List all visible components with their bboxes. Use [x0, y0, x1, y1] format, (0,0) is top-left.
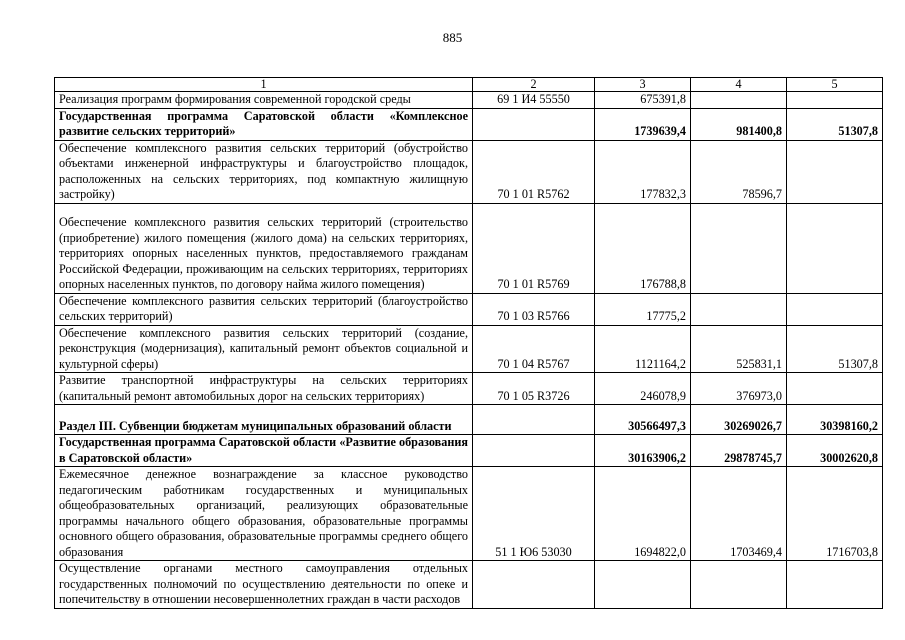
cell-amount-col5 [787, 561, 883, 609]
cell-code: 70 1 01 R5769 [473, 203, 595, 293]
cell-name: Обеспечение комплексного развития сельских территорий (обустройство объектами инженерной инфраструктуры и благоустройство площадок, расположенных на сельских территориях, под компактную жилищную застройку) [55, 140, 473, 203]
cell-amount-col5 [787, 373, 883, 405]
table-row [55, 140, 883, 203]
cell-code [473, 405, 595, 435]
cell-name: Обеспечение комплексного развития сельских территорий (строительство (приобретение) жилого помещения (жилого дома) на сельских территориях, территориях опорных населенных пунктов, предоставляемого гражданам Российской Федерации, проживающим на сельских территориях, территориях опорных населенных пунктов, по договору найма жилого помещения) [55, 203, 473, 293]
column-header-5: 5 [787, 78, 883, 92]
column-header-4: 4 [691, 78, 787, 92]
cell-amount-col3: 246078,9 [595, 373, 691, 405]
table-row [55, 108, 883, 140]
cell-amount-col4 [691, 561, 787, 609]
cell-name: Ежемесячное денежное вознаграждение за классное руководство педагогическим работникам государственных и муниципальных общеобразовательных организаций, реализующих образовательные программы начального общего образования, образовательные программы основного общего образования, образовательные программы среднего общего образования [55, 467, 473, 561]
cell-code [473, 108, 595, 140]
cell-code: 70 1 03 R5766 [473, 293, 595, 325]
cell-amount-col3: 30163906,2 [595, 435, 691, 467]
table-row [55, 373, 883, 405]
cell-name: Раздел III. Субвенции бюджетам муниципальных образований области [55, 405, 473, 435]
budget-table [54, 77, 883, 609]
cell-amount-col5: 51307,8 [787, 325, 883, 373]
cell-amount-col5: 51307,8 [787, 108, 883, 140]
cell-amount-col3: 1694822,0 [595, 467, 691, 561]
cell-amount-col3: 1121164,2 [595, 325, 691, 373]
cell-name: Реализация программ формирования современной городской среды [55, 92, 473, 109]
cell-amount-col4 [691, 293, 787, 325]
column-header-1: 1 [55, 78, 473, 92]
cell-amount-col4: 29878745,7 [691, 435, 787, 467]
cell-name: Обеспечение комплексного развития сельских территорий (благоустройство сельских территорий) [55, 293, 473, 325]
cell-amount-col4: 78596,7 [691, 140, 787, 203]
table-row [55, 325, 883, 373]
table-row [55, 405, 883, 435]
cell-amount-col5: 1716703,8 [787, 467, 883, 561]
cell-amount-col4: 525831,1 [691, 325, 787, 373]
cell-amount-col5: 30398160,2 [787, 405, 883, 435]
cell-code [473, 561, 595, 609]
cell-amount-col3: 675391,8 [595, 92, 691, 109]
table-row [55, 467, 883, 561]
cell-amount-col3: 30566497,3 [595, 405, 691, 435]
cell-name: Обеспечение комплексного развития сельских территорий (создание, реконструкция (модернизация), капитальный ремонт объектов социальной и культурной сферы) [55, 325, 473, 373]
table-row [55, 203, 883, 293]
cell-amount-col3: 1739639,4 [595, 108, 691, 140]
cell-code: 70 1 05 R3726 [473, 373, 595, 405]
cell-amount-col4: 1703469,4 [691, 467, 787, 561]
cell-name: Государственная программа Саратовской области «Развитие образования в Саратовской области» [55, 435, 473, 467]
cell-amount-col4: 981400,8 [691, 108, 787, 140]
table-row [55, 561, 883, 609]
page-number: 885 [442, 30, 463, 45]
cell-amount-col5 [787, 203, 883, 293]
cell-name: Развитие транспортной инфраструктуры на сельских территориях (капитальный ремонт автомобильных дорог на сельских территориях) [55, 373, 473, 405]
cell-amount-col3: 177832,3 [595, 140, 691, 203]
cell-amount-col4: 30269026,7 [691, 405, 787, 435]
table-row [55, 293, 883, 325]
cell-amount-col4 [691, 203, 787, 293]
cell-code: 70 1 01 R5762 [473, 140, 595, 203]
cell-amount-col4 [691, 92, 787, 109]
cell-amount-col5 [787, 140, 883, 203]
table-header-row [55, 78, 883, 92]
cell-code [473, 435, 595, 467]
cell-amount-col5 [787, 293, 883, 325]
table-row [55, 435, 883, 467]
cell-amount-col4: 376973,0 [691, 373, 787, 405]
cell-code: 70 1 04 R5767 [473, 325, 595, 373]
cell-code: 51 1 Ю6 53030 [473, 467, 595, 561]
cell-code: 69 1 И4 55550 [473, 92, 595, 109]
cell-amount-col3: 17775,2 [595, 293, 691, 325]
cell-amount-col5 [787, 92, 883, 109]
cell-amount-col3 [595, 561, 691, 609]
table-row [55, 92, 883, 109]
cell-name: Государственная программа Саратовской области «Комплексное развитие сельских территорий» [55, 108, 473, 140]
column-header-2: 2 [473, 78, 595, 92]
cell-amount-col3: 176788,8 [595, 203, 691, 293]
cell-name: Осуществление органами местного самоуправления отдельных государственных полномочий по осуществлению деятельности по опеке и попечительству в отношении несовершеннолетних граждан в части расходов [55, 561, 473, 609]
column-header-3: 3 [595, 78, 691, 92]
cell-amount-col5: 30002620,8 [787, 435, 883, 467]
table-body [55, 92, 883, 609]
